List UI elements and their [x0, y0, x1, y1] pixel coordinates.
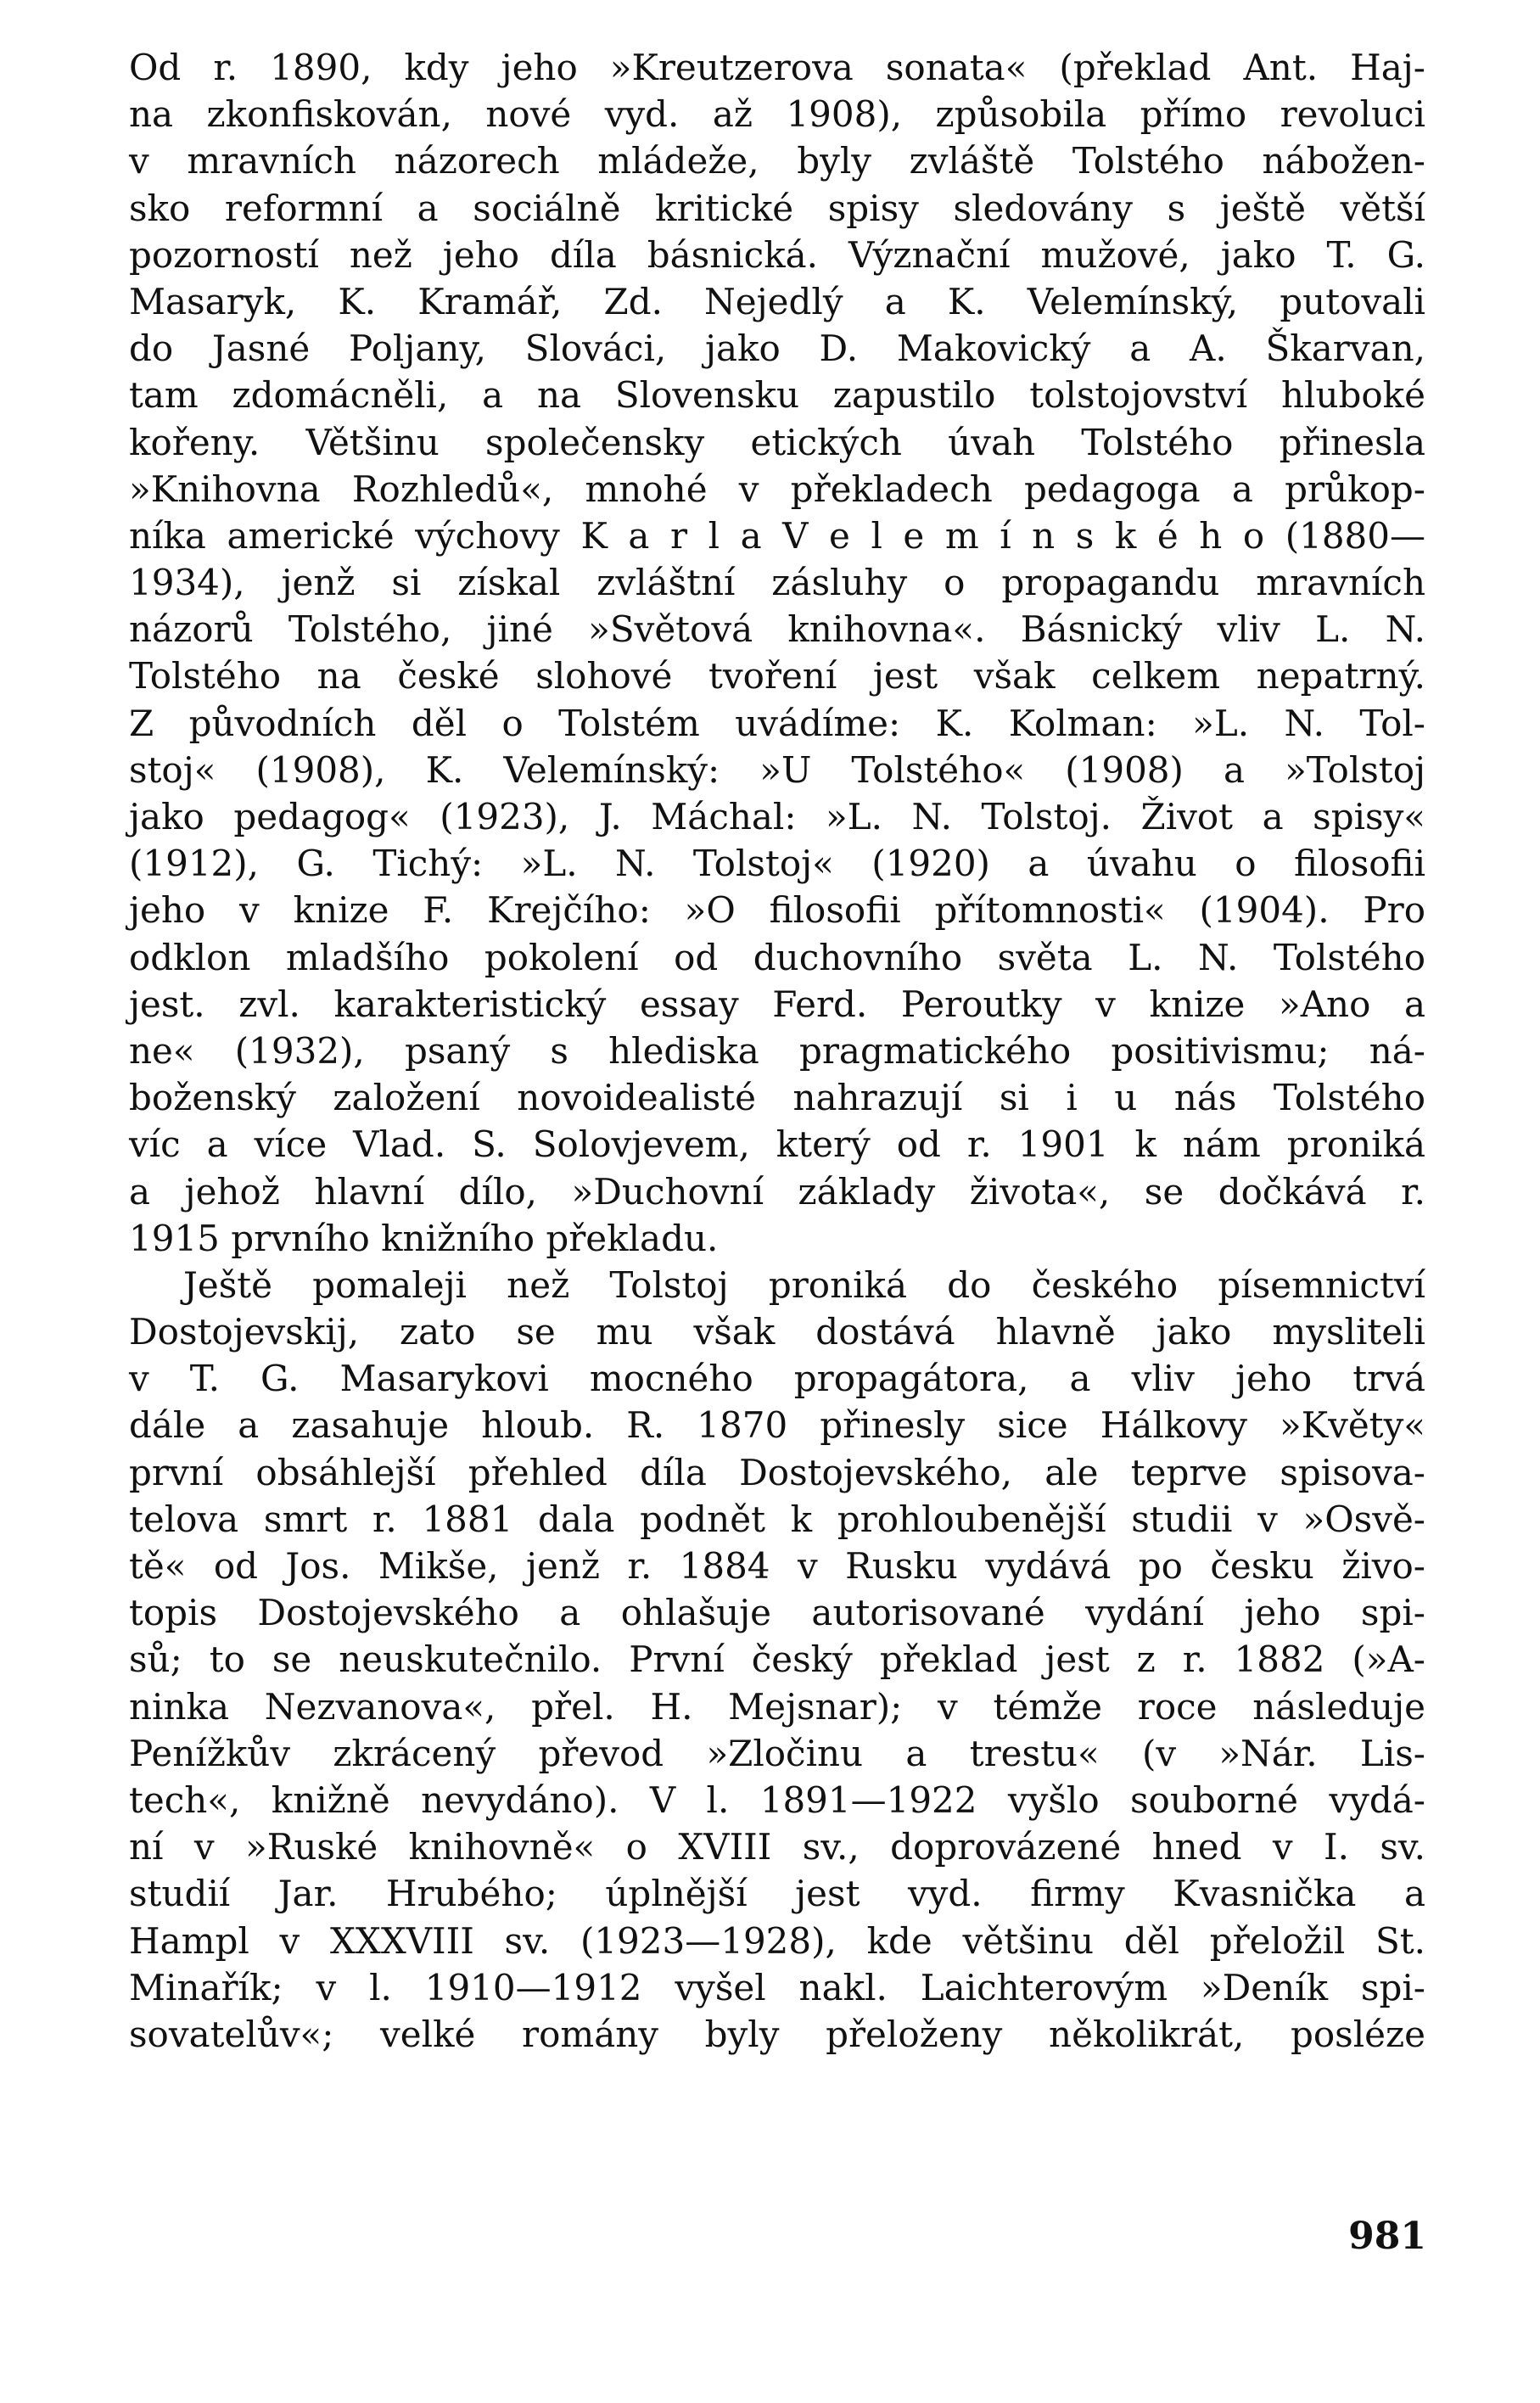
- text-line: 1915 prvního knižního překladu.: [129, 1217, 719, 1259]
- text-line: jest. zvl. karakteristický essay Ferd. Peroutky v knize »Ano a: [129, 983, 1425, 1025]
- text-line: »Knihovna Rozhledů«, mnohé v překladech pedagoga a průkop-: [129, 468, 1425, 510]
- text-line: telova smrt r. 1881 dala podnět k prohloubenější studii v »Osvě-: [129, 1498, 1425, 1540]
- paragraph-dostoevsky: [129, 1262, 1425, 2058]
- text-line: do Jasné Poljany, Slováci, jako D. Makovický a A. Škarvan,: [129, 328, 1425, 370]
- text-line: Hampl v XXXVIII sv. (1923—1928), kde většinu děl přeložil St.: [129, 1919, 1425, 1962]
- text-line: tě« od Jos. Mikše, jenž r. 1884 v Rusku vydává po česku živo-: [129, 1545, 1425, 1587]
- text-line: tam zdomácněli, a na Slovensku zapustilo tolstojovství hluboké: [129, 374, 1425, 417]
- text-line: studií Jar. Hrubého; úplnější jest vyd. firmy Kvasnička a: [129, 1873, 1425, 1915]
- page-number: 981: [1348, 2215, 1426, 2258]
- text-line: kořeny. Většinu společensky etických úvah Tolstého přinesla: [129, 421, 1425, 463]
- text-line: Minařík; v l. 1910—1912 vyšel nakl. Laichterovým »Deník spi-: [129, 1966, 1425, 2008]
- text-line: víc a více Vlad. S. Solovjevem, který od r. 1901 k nám proniká: [129, 1123, 1425, 1166]
- text-line: Od r. 1890, kdy jeho »Kreutzerova sonata« (překlad Ant. Haj-: [129, 47, 1425, 88]
- text-line: v T. G. Masarykovi mocného propagátora, a vliv jeho trvá: [129, 1358, 1425, 1400]
- text-line: boženský založení novoidealisté nahrazují si i u nás Tolstého: [129, 1077, 1425, 1119]
- paragraph-tolstoy: [129, 44, 1425, 1262]
- text-line: sů; to se neuskutečnilo. První český překlad jest z r. 1882 (»A-: [129, 1638, 1425, 1681]
- text-line: dále a zasahuje hloub. R. 1870 přinesly sice Hálkovy »Květy«: [129, 1404, 1425, 1447]
- text-line: odklon mladšího pokolení od duchovního světa L. N. Tolstého: [129, 936, 1425, 978]
- text-line: Penížkův zkrácený převod »Zločinu a trestu« (v »Nár. Lis-: [129, 1732, 1425, 1774]
- text-line: názorů Tolstého, jiné »Světová knihovna«. Básnický vliv L. N.: [129, 608, 1425, 651]
- text-line: ne« (1932), psaný s hlediska pragmatického positivismu; ná-: [129, 1029, 1425, 1072]
- text-line: ní v »Ruské knihovně« o XVIII sv., doprovázené hned v I. sv.: [129, 1826, 1425, 1868]
- text-line: stoj« (1908), K. Velemínský: »U Tolstého« (1908) a »Tolstoj: [129, 748, 1425, 791]
- text-line: na zkonfiskován, nové vyd. až 1908), způsobila přímo revoluci: [129, 93, 1425, 136]
- body-text: [129, 44, 1425, 2058]
- text-line: Masaryk, K. Kramář, Zd. Nejedlý a K. Velemínský, putovali: [129, 280, 1425, 322]
- text-line: Dostojevskij, zato se mu však dostává hlavně jako mysliteli: [129, 1311, 1425, 1353]
- text-line: Ještě pomaleji než Tolstoj proniká do českého písemnictví: [183, 1263, 1425, 1306]
- text-line: topis Dostojevského a ohlašuje autorisované vydání jeho spi-: [129, 1592, 1425, 1634]
- text-line: v mravních názorech mládeže, byly zvláště Tolstého nábožen-: [129, 140, 1425, 182]
- text-line: (1912), G. Tichý: »L. N. Tolstoj« (1920) a úvahu o filosofii: [129, 843, 1425, 885]
- text-line: sko reformní a sociálně kritické spisy sledovány s ještě větší: [129, 187, 1425, 229]
- text-line: a jehož hlavní dílo, »Duchovní základy života«, se dočkává r.: [129, 1170, 1425, 1213]
- text-line: níka americké výchovy K a r l a V e l e m í n s k é h o (1880—: [129, 514, 1425, 557]
- text-line: Tolstého na české slohové tvoření jest však celkem nepatrný.: [129, 655, 1425, 697]
- text-line: ninka Nezvanova«, přel. H. Mejsnar); v témže roce následuje: [129, 1685, 1425, 1728]
- text-line: sovatelův«; velké romány byly přeloženy několikrát, posléze: [129, 2013, 1425, 2055]
- text-line: Z původních děl o Tolstém uvádíme: K. Kolman: »L. N. Tol-: [129, 702, 1425, 744]
- text-line: první obsáhlejší přehled díla Dostojevského, ale teprve spisova-: [129, 1451, 1425, 1493]
- text-line: tech«, knižně nevydáno). V l. 1891—1922 vyšlo souborné vydá-: [129, 1778, 1425, 1821]
- text-line: jako pedagog« (1923), J. Máchal: »L. N. Tolstoj. Život a spisy«: [129, 796, 1425, 837]
- text-line: jeho v knize F. Krejčího: »O filosofii přítomnosti« (1904). Pro: [129, 889, 1425, 932]
- text-line: 1934), jenž si získal zvláštní zásluhy o propagandu mravních: [129, 562, 1425, 604]
- text-line: pozorností než jeho díla básnická. Význační mužové, jako T. G.: [129, 233, 1425, 276]
